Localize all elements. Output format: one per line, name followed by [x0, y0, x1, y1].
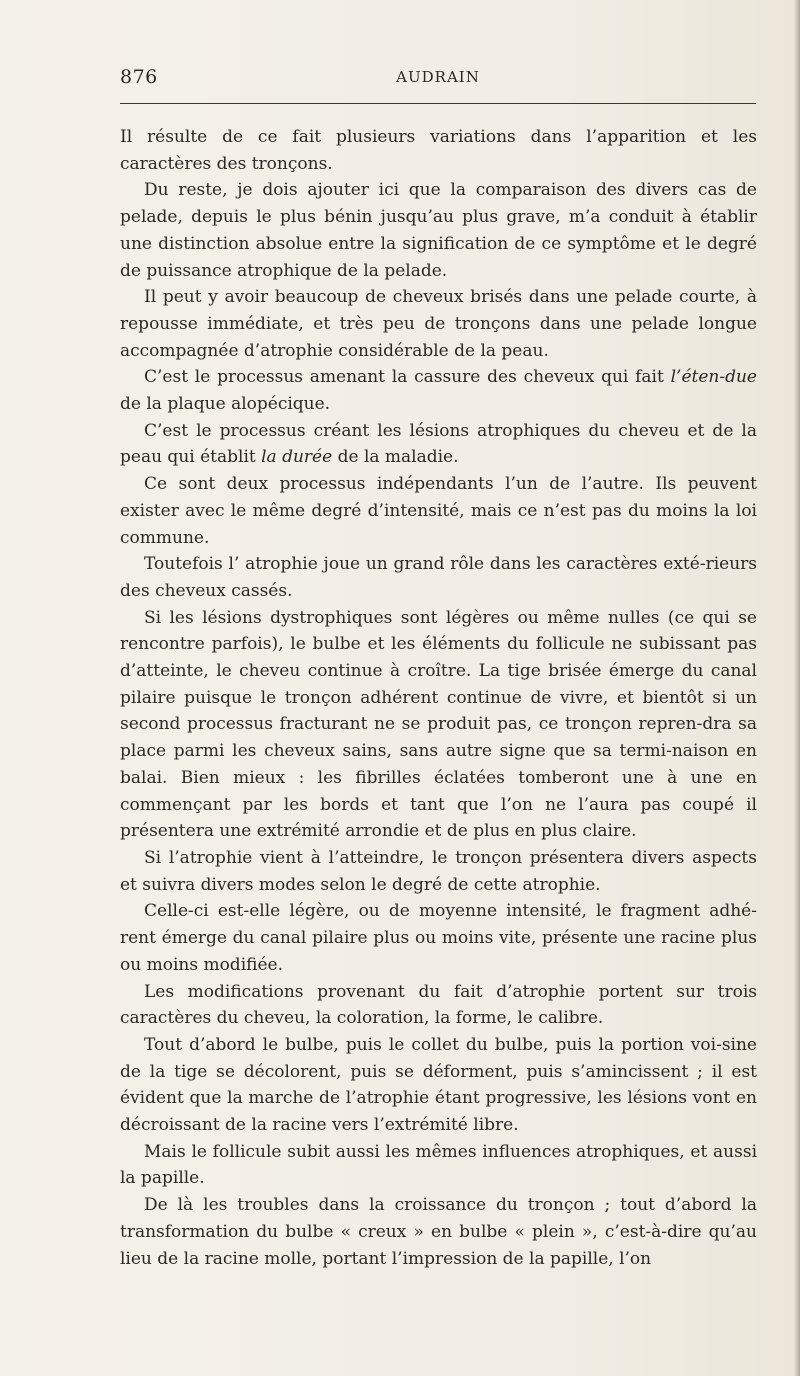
paragraph-text: C’est le processus amenant la cassure des cheveux qui fait [144, 367, 671, 388]
italic-term: l’éten-due [670, 367, 757, 388]
paragraph: Toutefois l’ atrophie joue un grand rôle dans les caractères exté-rieurs des cheveux cassés. [120, 554, 757, 601]
paragraph-text: de la plaque alopécique. [120, 394, 331, 415]
paragraph [120, 364, 757, 417]
paragraph: Tout d’abord le bulbe, puis le collet du bulbe, puis la portion voi-sine de la tige se décolorent, puis se déforment, puis s’amincissent ; il est évident que la marche de l’atrophie étant progressive, les lésions vont en décroissant de la racine vers l’extrémité libre. [120, 1034, 757, 1136]
paragraph: De là les troubles dans la croissance du tronçon ; tout d’abord la transformation du bulbe « creux » en bulbe « plein », c’est-à-dire qu’au lieu de la racine molle, portant l’impression de la papille, l’on [120, 1195, 757, 1269]
paragraph: Il résulte de ce fait plusieurs variations dans l’apparition et les caractères des tronçons. [120, 127, 757, 174]
paragraph [120, 418, 757, 471]
paragraph: Les modifications provenant du fait d’atrophie portent sur trois caractères du cheveu, la coloration, la forme, le calibre. [120, 981, 757, 1029]
paragraph: Mais le follicule subit aussi les mêmes influences atrophiques, et aussi la papille. [120, 1141, 757, 1189]
italic-term: la durée [261, 447, 333, 468]
paragraph: Si les lésions dystrophiques sont légères ou même nulles (ce qui se rencontre parfois), le bulbe et les éléments du follicule ne subissant pas d’atteinte, le cheveu continue à croître. La tige brisée émerge du canal pilaire puisque le tronçon adhérent continue de vivre, et bientôt si un second processus fracturant ne se produit pas, ce tronçon repren-dra sa place parmi les cheveux sains, sans autre signe que sa termi-naison en balai. Bien mieux : les fibrilles éclatées tomberont une à une en commençant par les bords et tant que l’on ne l’aura pas coupé il présentera une extrémité arrondie et de plus en plus claire. [120, 607, 757, 842]
paragraph: Ce sont deux processus indépendants l’un de l’autre. Ils peuvent exister avec le même degré d’intensité, mais ce n’est pas du moins la loi commune. [120, 474, 757, 548]
page-header [120, 66, 756, 96]
running-head: AUDRAIN [396, 68, 480, 86]
page-number: 876 [120, 66, 158, 88]
paragraph: Celle-ci est-elle légère, ou de moyenne intensité, le fragment adhé-rent émerge du canal pilaire plus ou moins vite, présente une racine plus ou moins modifiée. [120, 901, 757, 975]
body-text [120, 124, 757, 1272]
header-rule [120, 103, 756, 104]
paragraph: Si l’atrophie vient à l’atteindre, le tronçon présentera divers aspects et suivra divers modes selon le degré de cette atrophie. [120, 847, 757, 895]
paragraph-text: C’est le processus créant les lésions atrophiques du cheveu et de la peau qui établit [120, 420, 757, 468]
page-edge-shadow [794, 0, 800, 1376]
paragraph-text: de la maladie. [332, 447, 459, 468]
paragraph: Du reste, je dois ajouter ici que la comparaison des divers cas de pelade, depuis le plus bénin jusqu’au plus grave, m’a conduit à établir une distinction absolue entre la signification de ce symptôme et le degré de puissance atrophique de la pelade. [120, 180, 757, 281]
paragraph: Il peut y avoir beaucoup de cheveux brisés dans une pelade courte, à repousse immédiate, et très peu de tronçons dans une pelade longue accompagnée d’atrophie considérable de la peau. [120, 287, 757, 361]
